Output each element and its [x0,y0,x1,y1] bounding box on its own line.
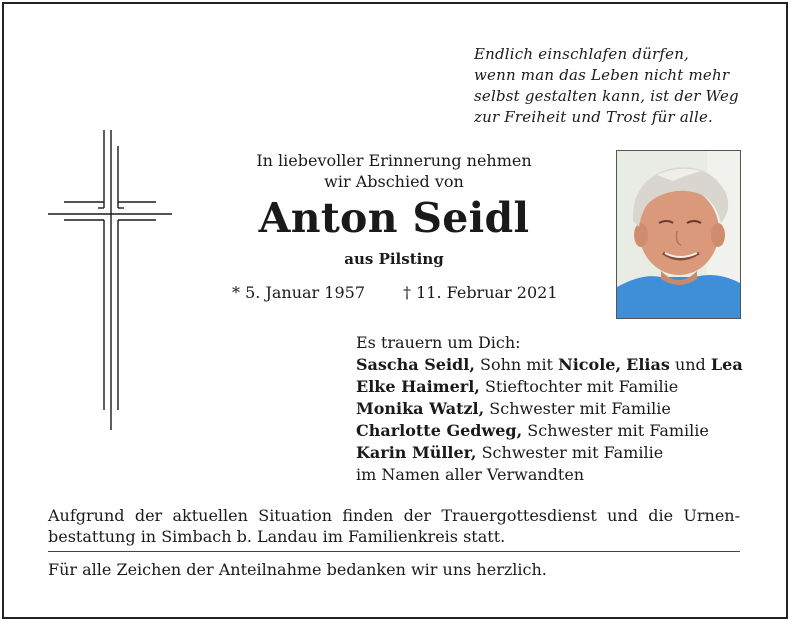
death-date: † 11. Februar 2021 [403,283,558,302]
mourners-list [356,332,743,486]
mourner-entry [356,376,743,398]
portrait-photo [616,150,741,319]
mourner-name: Nicole, [558,355,622,374]
intro-line: wir Abschied von [324,172,464,191]
mourner-name: Lea [710,355,743,374]
mourner-name: Sascha Seidl, [356,355,475,374]
mourner-relation: Schwester mit Familie [522,421,709,440]
mourner-relation: Schwester mit Familie [476,443,664,462]
poem-line: selbst gestalten kann, ist der Weg [474,87,739,105]
mourner-relation: Stieftochter mit Familie [479,377,679,396]
mourner-entry [356,442,743,464]
intro-line: In liebevoller Erinnerung nehmen [256,151,532,170]
mourner-name: Elke Haimerl, [356,377,480,396]
mourner-entry [356,354,743,376]
mourner-name: Charlotte Gedweg, [356,421,523,440]
mourner-entry [356,398,743,420]
poem-line: wenn man das Leben nicht mehr [474,66,730,84]
mourner-relation: Schwester mit Familie [484,399,671,418]
birth-date: * 5. Januar 1957 [232,283,365,302]
poem-line: zur Freiheit und Trost für alle. [474,108,714,126]
funeral-notice [48,505,740,547]
mourner-name: Monika Watzl, [356,399,485,418]
notice-line: Aufgrund der aktuellen Situation finden der Trauergottesdienst und die Urnen- [48,506,740,525]
mourner-entry [356,420,743,442]
mourners-closing: im Namen aller Verwandten [356,465,585,484]
poem-line: Endlich einschlafen dürfen, [474,45,690,63]
divider [48,551,740,552]
mourner-name: Karin Müller, [356,443,477,462]
mourner-relation: und [669,355,711,374]
deceased-name: Anton Seidl [258,194,530,242]
mourner-relation: Sohn mit [474,355,559,374]
mourners-heading: Es trauern um Dich: [356,333,521,352]
intro-text [232,150,556,192]
deceased-origin: aus Pilsting [344,250,444,268]
thanks-text: Für alle Zeichen der Anteilnahme bedanken wir uns herzlich. [48,560,547,579]
notice-line: bestattung in Simbach b. Landau im Familienkreis statt. [48,527,506,546]
mourner-name: Elias [626,355,670,374]
